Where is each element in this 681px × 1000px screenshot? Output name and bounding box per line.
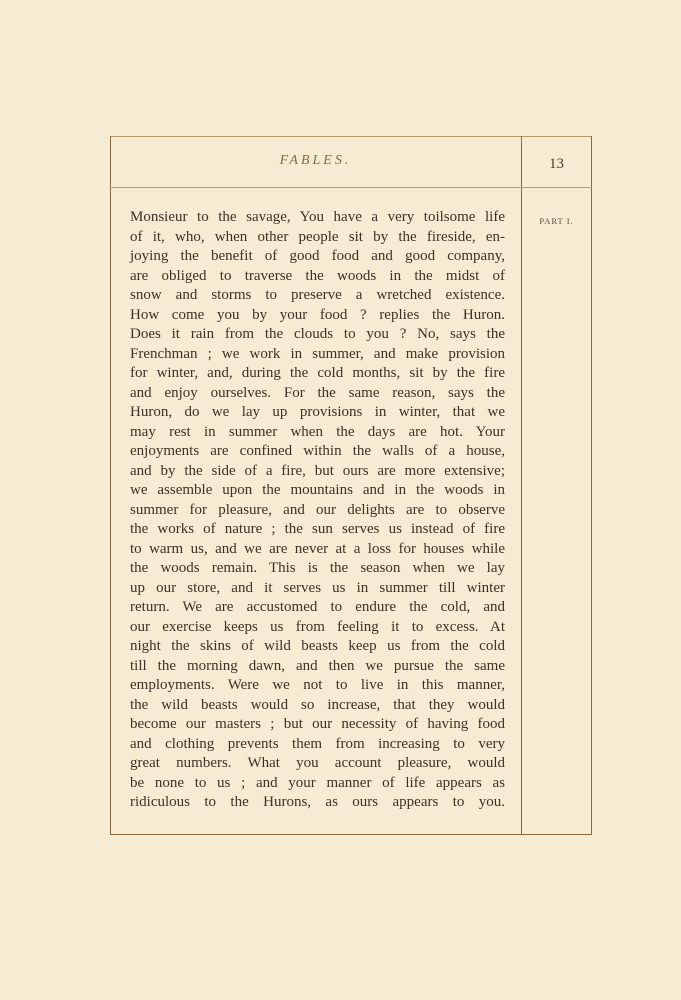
text-line: employments. Were we not to live in this manner,	[130, 677, 505, 693]
text-line: of it, who, when other people sit by the fireside, en-	[130, 228, 505, 245]
text-line: till the morning dawn, and then we pursue the same	[130, 657, 505, 674]
text-line: we assemble upon the mountains and in the woods in	[130, 482, 505, 498]
text-line: snow and storms to preserve a wretched existence.	[130, 287, 505, 303]
text-line: our exercise keeps us from feeling it to excess. At	[130, 618, 505, 635]
text-line: Frenchman ; we work in summer, and make provision	[130, 345, 505, 362]
text-line: be none to us ; and your manner of life appears as	[130, 774, 505, 791]
text-line: Does it rain from the clouds to you ? No, says the	[130, 326, 505, 342]
text-line: return. We are accustomed to endure the cold, and	[130, 599, 505, 615]
text-line: for winter, and, during the cold months, sit by the fire	[130, 365, 505, 381]
running-head: FABLES.	[279, 153, 352, 168]
text-line: may rest in summer when the days are hot. Your	[130, 423, 505, 440]
body-text	[130, 208, 505, 813]
text-line: the wild beasts would so increase, that they would	[130, 696, 505, 713]
text-line: the works of nature ; the sun serves us instead of fire	[130, 521, 505, 537]
text-line: become our masters ; but our necessity of having food	[130, 716, 505, 732]
text-line: Huron, do we lay up provisions in winter, that we	[130, 404, 505, 420]
text-line: How come you by your food ? replies the Huron.	[130, 306, 505, 323]
text-line: are obliged to traverse the woods in the midst of	[130, 267, 505, 284]
page-number: 13	[549, 156, 564, 172]
text-line: ridiculous to the Hurons, as ours appears to you.	[130, 794, 505, 810]
text-line: Monsieur to the savage, You have a very toilsome life	[130, 209, 505, 225]
text-line: up our store, and it serves us in summer till winter	[130, 579, 505, 596]
text-line: the woods remain. This is the season when we lay	[130, 560, 505, 576]
margin-note: PART I.	[539, 216, 574, 226]
text-line: summer for pleasure, and our delights are to observe	[130, 501, 505, 518]
text-line: and enjoy ourselves. For the same reason, says the	[130, 384, 505, 401]
text-line: and clothing prevents them from increasing to very	[130, 735, 505, 752]
text-line: night the skins of wild beasts keep us from the cold	[130, 638, 505, 654]
text-line: and by the side of a fire, but ours are more extensive;	[130, 462, 505, 479]
header-rule	[110, 187, 592, 188]
text-line: to warm us, and we are never at a loss for houses while	[130, 540, 505, 557]
margin-column-divider	[521, 136, 522, 835]
text-line: joying the benefit of good food and good company,	[130, 248, 505, 264]
text-line: great numbers. What you account pleasure, would	[130, 755, 505, 771]
text-line: enjoyments are confined within the walls of a house,	[130, 443, 505, 459]
